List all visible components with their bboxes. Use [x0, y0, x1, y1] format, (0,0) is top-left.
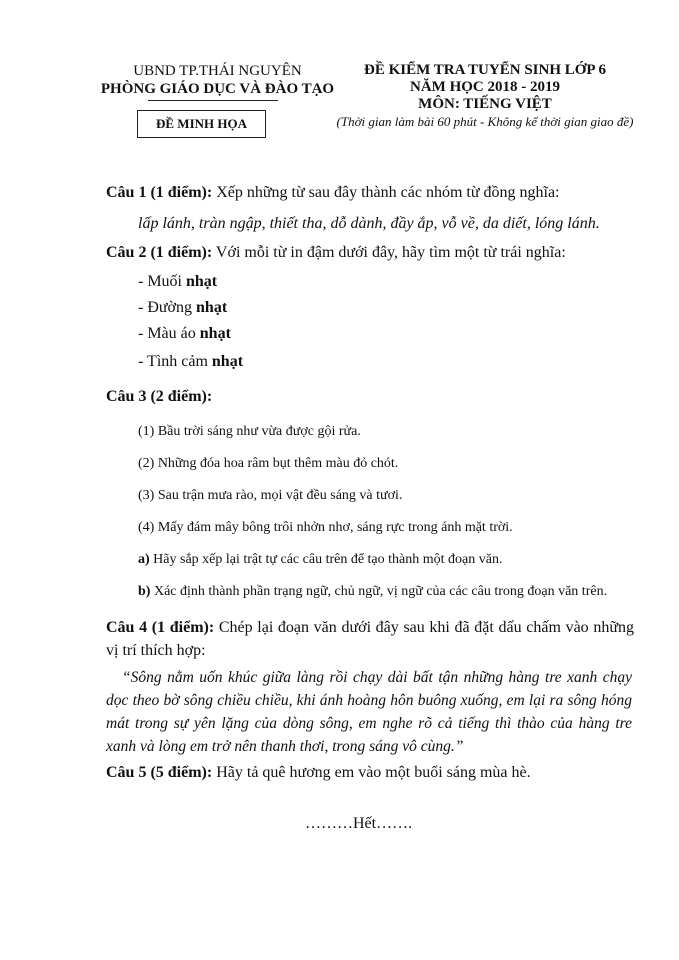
list-item: - Tình cảm nhạt — [138, 353, 244, 370]
question-1-words: lấp lánh, tràn ngập, thiết tha, dỗ dành, đầy ắp, vỗ về, da diết, lóng lánh. — [138, 215, 600, 232]
subject: MÔN: TIẾNG VIỆT — [418, 96, 552, 112]
sentence-1: (1) Bầu trời sáng như vừa được gội rửa. — [138, 424, 361, 439]
question-4 — [106, 616, 634, 662]
header-left — [100, 62, 335, 98]
sentence-2: (2) Những đóa hoa râm bụt thêm màu đỏ chót. — [138, 456, 399, 471]
question-4-label: Câu 4 (1 điểm): — [106, 619, 215, 636]
question-5-label: Câu 5 (5 điểm): — [106, 764, 213, 781]
question-2-label: Câu 2 (1 điểm): — [106, 244, 213, 261]
question-3-label: Câu 3 (2 điểm): — [106, 388, 213, 405]
list-item: - Đường nhạt — [138, 299, 228, 316]
task-b: b) Xác định thành phần trạng ngữ, chủ ngữ, vị ngữ của các câu trong đoạn văn trên. — [138, 584, 608, 599]
question-1-label: Câu 1 (1 điểm): — [106, 184, 213, 201]
sentence-4: (4) Mấy đám mây bông trôi nhởn nhơ, sáng rực trong ánh mặt trời. — [138, 520, 513, 535]
task-a: a) Hãy sắp xếp lại trật tự các câu trên để tạo thành một đoạn văn. — [138, 552, 503, 567]
time-note: (Thời gian làm bài 60 phút - Không kể thời gian giao đề) — [336, 114, 634, 129]
exam-title: ĐỀ KIỂM TRA TUYỂN SINH LỚP 6 — [364, 62, 606, 78]
question-2 — [106, 244, 566, 262]
header-right — [320, 62, 650, 130]
question-1-text: Xếp những từ sau đây thành các nhóm từ đồng nghĩa: — [212, 184, 560, 201]
question-4-text: Chép lại đoạn văn dưới đây sau khi đã đặt dấu chấm vào những vị trí thích hợp: — [106, 619, 634, 659]
question-5-text: Hãy tả quê hương em vào một buổi sáng mùa hè. — [212, 764, 531, 781]
sentence-3: (3) Sau trận mưa rào, mọi vật đều sáng và tươi. — [138, 488, 403, 503]
end-marker: ………Hết……. — [305, 815, 413, 832]
authority-name: UBND TP.THÁI NGUYÊN — [133, 63, 302, 79]
question-2-text: Với mỗi từ in đậm dưới đây, hãy tìm một từ trái nghĩa: — [212, 244, 566, 261]
question-5 — [106, 764, 531, 782]
list-item: - Màu áo nhạt — [138, 325, 231, 342]
list-item: - Muối nhạt — [138, 273, 218, 290]
header-underline — [148, 100, 278, 101]
sample-exam-box: ĐỀ MINH HỌA — [137, 110, 266, 138]
department-name: PHÒNG GIÁO DỤC VÀ ĐÀO TẠO — [100, 81, 335, 97]
question-3 — [106, 388, 212, 406]
school-year: NĂM HỌC 2018 - 2019 — [410, 79, 560, 95]
question-4-passage: “Sông nằm uốn khúc giữa làng rồi chạy dài bất tận những hàng tre xanh chạy dọc theo bờ sông chiều chiều, khi ánh hoàng hôn buông xuống, em lại ra sông hóng mát trong sự yên lặng của dòng sông, em nghe rõ cả tiếng thì thào của hàng tre xanh và lòng em trở nên thanh thơi, trong sáng vô cùng.” — [106, 669, 632, 755]
question-1 — [106, 184, 560, 202]
